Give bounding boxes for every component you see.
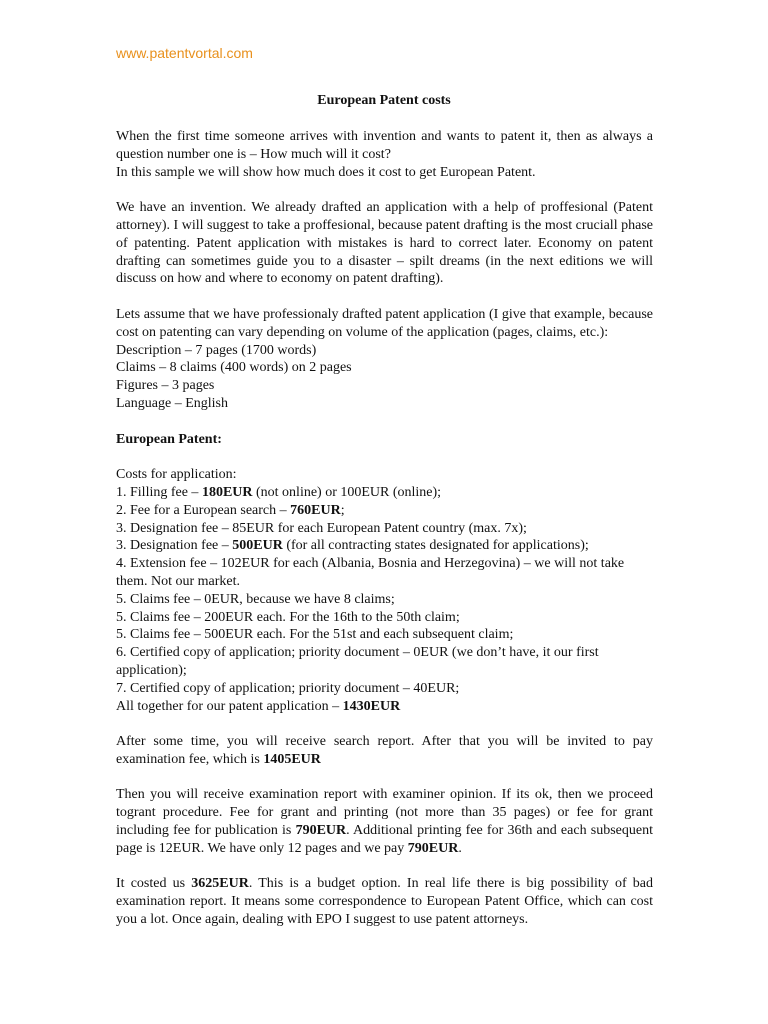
cost-list <box>116 466 653 715</box>
final-text-2: . This is a budget option. In real life there is big possibility of bad examination report. It means some correspondence to European Patent Office, which can cost you a lot. Once again, dealing with EPO I suggest to use patent attorneys. <box>116 876 654 928</box>
cost-label: 2. Fee for a European search – <box>116 502 291 518</box>
cost-amount: 760EUR <box>290 502 341 518</box>
cost-item-designation-fee-all <box>116 537 653 555</box>
cost-label: 3. Designation fee – <box>116 538 233 554</box>
cost-item-extension-fee: 4. Extension fee – 102EUR for each (Albania, Bosnia and Herzegovina) – we will not take them. Not our market. <box>116 556 625 589</box>
cost-item-claims-fee-3: 5. Claims fee – 500EUR each. For the 51st and each subsequent claim; <box>116 627 514 643</box>
cost-item-claims-fee-2: 5. Claims fee – 200EUR each. For the 16th to the 50th claim; <box>116 609 460 625</box>
cost-item-designation-fee-each: 3. Designation fee – 85EUR for each European Patent country (max. 7x); <box>116 520 527 536</box>
grant-text-2: . Additional printing fee for 36th and each subsequent page is 12EUR. We have only 12 pages and we pay <box>116 823 653 856</box>
search-paragraph <box>116 733 653 769</box>
drafting-paragraph: We have an invention. We already drafted an application with a help of proffesional (Patent attorney). I will suggest to take a proffesional, because patent drafting is the most cruciall phase of patenting. Patent application with mistakes is hard to correct later. Economy on patent drafting can sometimes guide you to a disaster – spilt dreams (in the next editions we will discuss on how and where to economy on patent drafting). <box>116 200 653 287</box>
examination-fee-amount: 1405EUR <box>263 751 321 767</box>
final-paragraph <box>116 875 653 928</box>
grant-text-3: . <box>458 840 462 856</box>
intro-text-2: In this sample we will show how much does it cost to get European Patent. <box>116 164 536 180</box>
document-title: European Patent costs <box>317 93 451 108</box>
cost-amount: 500EUR <box>232 538 283 554</box>
total-cost-amount: 3625EUR <box>191 876 249 892</box>
assumption-language: Language – English <box>116 395 228 411</box>
site-link[interactable]: www.patentvortal.com <box>116 45 253 61</box>
assumption-text: Lets assume that we have professionaly drafted patent application (I give that example, because cost on patenting can vary depending on volume of the application (pages, claims, etc.): <box>116 306 653 340</box>
assumption-figures: Figures – 3 pages <box>116 378 215 394</box>
document-body <box>116 128 653 947</box>
intro-text-1: When the first time someone arrives with invention and wants to patent it, then as always a question number one is – How much will it cost? <box>116 129 653 162</box>
cost-note: (for all contracting states designated for applications); <box>282 538 589 554</box>
total-amount: 1430EUR <box>342 698 401 714</box>
cost-amount: 180EUR <box>201 484 253 500</box>
intro-paragraph <box>116 128 653 181</box>
cost-item-certified-copy-2: 7. Certified copy of application; priority document – 40EUR; <box>116 680 460 696</box>
cost-item-claims-fee-1: 5. Claims fee – 0EUR, because we have 8 claims; <box>116 591 395 607</box>
cost-total <box>116 698 653 716</box>
section-heading <box>116 431 653 449</box>
assumption-description: Description – 7 pages (1700 words) <box>116 342 317 358</box>
grant-paragraph <box>116 786 653 857</box>
costs-label: Costs for application: <box>116 467 237 483</box>
total-label: All together for our patent application – <box>116 698 343 714</box>
grant-text-1: Then you will receive examination report with examiner opinion. If its ok, then we proceed togrant procedure. Fee for grant and printing (not more than 35 pages) or fee for grant including fee for publication is <box>116 787 653 839</box>
european-patent-heading: European Patent: <box>116 431 222 447</box>
grant-fee-amount: 790EUR <box>295 823 347 839</box>
cost-item-certified-copy-1: 6. Certified copy of application; priority document – 0EUR (we don’t have, it our first application); <box>116 645 599 678</box>
assumption-claims: Claims – 8 claims (400 words) on 2 pages <box>116 360 352 376</box>
cost-item-search-fee <box>116 502 653 520</box>
cost-item-filling-fee <box>116 484 653 502</box>
search-text: After some time, you will receive search report. After that you will be invited to pay examination fee, which is <box>116 734 653 767</box>
cost-note: ; <box>340 502 345 518</box>
final-text-1: It costed us <box>116 876 192 892</box>
cost-label: 1. Filling fee – <box>116 484 202 500</box>
printing-fee-amount: 790EUR <box>407 840 459 856</box>
cost-note: (not online) or 100EUR (online); <box>252 484 442 500</box>
assumption-paragraph <box>116 306 653 413</box>
